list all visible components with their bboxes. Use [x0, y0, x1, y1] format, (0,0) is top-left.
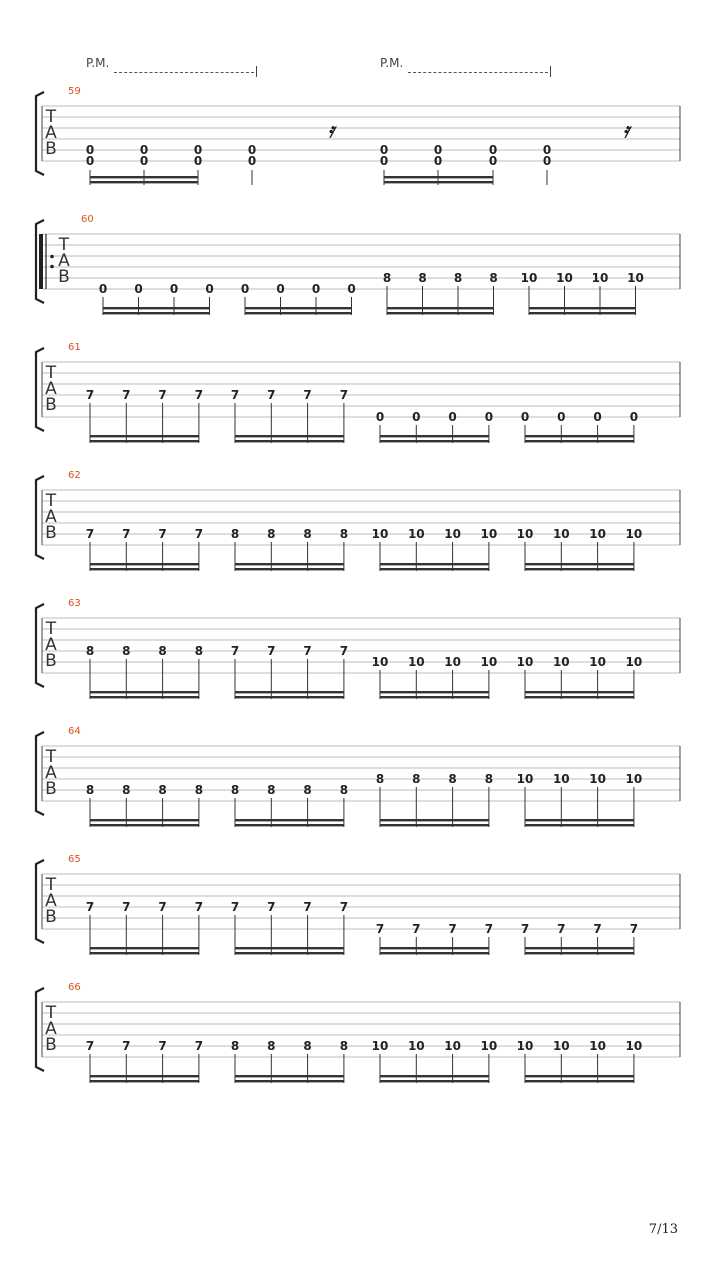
beam	[384, 176, 493, 178]
fret-number: 0	[379, 143, 389, 157]
fret-number: 8	[418, 271, 427, 285]
beam	[525, 435, 634, 437]
fret-number: 7	[267, 644, 276, 658]
fret-number: 10	[552, 527, 570, 541]
fret-number: 10	[371, 655, 389, 669]
beam	[235, 440, 344, 442]
system-bracket	[36, 348, 44, 431]
fret-number: 8	[412, 772, 421, 786]
fret-number: 8	[448, 772, 457, 786]
fret-number: 10	[371, 527, 389, 541]
fret-number: 8	[122, 644, 131, 658]
fret-number: 7	[412, 922, 421, 936]
fret-number: 7	[303, 388, 312, 402]
beam	[90, 1080, 199, 1082]
beam	[380, 435, 489, 437]
beam	[525, 696, 634, 698]
fret-number: 7	[629, 922, 639, 936]
fret-number: 8	[339, 1039, 349, 1053]
system-bracket	[36, 476, 44, 559]
beam	[235, 435, 344, 437]
beam	[90, 691, 199, 693]
fret-number: 8	[158, 783, 167, 797]
beam	[245, 307, 352, 309]
beam	[90, 952, 199, 954]
fret-number: 10	[480, 1039, 498, 1053]
beam	[525, 568, 634, 570]
beam	[235, 696, 344, 698]
fret-number: 0	[412, 410, 421, 424]
fret-number: 0	[375, 410, 385, 424]
tab-clef-letter: T	[45, 1003, 57, 1023]
beam	[525, 952, 634, 954]
fret-number: 10	[625, 527, 643, 541]
beam	[380, 691, 489, 693]
fret-number: 7	[557, 922, 566, 936]
tab-clef-letter: A	[58, 251, 70, 271]
beam	[103, 307, 210, 309]
fret-number: 10	[520, 271, 538, 285]
beam	[525, 824, 634, 826]
fret-number: 0	[134, 282, 143, 296]
measure-number: 66	[68, 982, 81, 993]
fret-number: 0	[311, 282, 321, 296]
tab-clef-letter: B	[45, 395, 57, 415]
fret-number: 0	[542, 143, 552, 157]
fret-number: 7	[194, 527, 204, 541]
fret-number: 0	[593, 410, 602, 424]
fret-number: 7	[303, 644, 312, 658]
beam	[235, 1080, 344, 1082]
fret-number: 0	[520, 410, 530, 424]
fret-number: 7	[85, 900, 95, 914]
fret-number: 10	[516, 1039, 534, 1053]
tab-clef-letter: A	[45, 635, 57, 655]
fret-number: 10	[625, 772, 643, 786]
fret-number: 10	[516, 772, 534, 786]
beam	[387, 312, 494, 314]
beam	[235, 824, 344, 826]
tab-clef-letter: B	[58, 267, 70, 287]
fret-number: 7	[122, 900, 131, 914]
measure-number: 61	[68, 342, 81, 353]
fret-number: 7	[593, 922, 602, 936]
staff-system	[36, 598, 680, 699]
beam	[380, 563, 489, 565]
fret-number: 0	[193, 143, 203, 157]
fret-number: 8	[267, 783, 276, 797]
beam	[380, 952, 489, 954]
measure-number: 63	[68, 598, 81, 609]
tab-clef-letter: B	[45, 907, 57, 927]
beam	[380, 1075, 489, 1077]
page-number: 7/13	[648, 1222, 678, 1237]
staff-system	[36, 982, 680, 1083]
beam	[380, 440, 489, 442]
beam	[235, 819, 344, 821]
fret-number: 8	[382, 271, 392, 285]
beam	[90, 181, 198, 183]
fret-number: 7	[158, 388, 167, 402]
fret-number: 0	[247, 143, 257, 157]
beam	[380, 824, 489, 826]
fret-number: 7	[339, 900, 349, 914]
tab-clef-letter: B	[45, 1035, 57, 1055]
beam	[90, 696, 199, 698]
fret-number: 7	[484, 922, 494, 936]
fret-number: 10	[516, 527, 534, 541]
fret-number: 8	[230, 1039, 240, 1053]
palm-mute-label: P.M.	[380, 56, 404, 70]
fret-number: 10	[407, 1039, 425, 1053]
measure-number: 59	[68, 86, 81, 97]
fret-number: 0	[448, 410, 457, 424]
system-bracket	[36, 604, 44, 687]
system-bracket	[36, 92, 44, 175]
fret-number: 0	[276, 282, 285, 296]
tab-clef-letter: T	[45, 107, 57, 127]
fret-number: 10	[444, 527, 461, 541]
fret-number: 8	[339, 527, 349, 541]
fret-number: 10	[552, 772, 570, 786]
beam	[90, 824, 199, 826]
tab-clef-letter: B	[45, 139, 57, 159]
fret-number: 0	[433, 143, 443, 157]
beam	[90, 435, 199, 437]
beam	[235, 568, 344, 570]
fret-number: 10	[589, 1039, 606, 1053]
system-bracket	[36, 988, 44, 1071]
fret-number: 10	[627, 271, 644, 285]
tab-clef-letter: B	[45, 651, 57, 671]
beam	[380, 819, 489, 821]
tab-clef-letter: A	[45, 507, 57, 527]
beam	[90, 440, 199, 442]
fret-number: 10	[516, 655, 534, 669]
tab-clef-letter: B	[45, 523, 57, 543]
fret-number: 7	[158, 1039, 167, 1053]
fret-number: 8	[303, 783, 312, 797]
fret-number: 10	[407, 527, 425, 541]
beam	[90, 563, 199, 565]
beam	[525, 440, 634, 442]
measure-number: 65	[68, 854, 81, 865]
tab-clef-letter: A	[45, 1019, 57, 1039]
beam	[380, 568, 489, 570]
fret-number: 7	[267, 900, 276, 914]
palm-mute-label: P.M.	[86, 56, 110, 70]
staff-system	[36, 470, 680, 571]
tab-clef-letter: A	[45, 379, 57, 399]
fret-number: 8	[453, 271, 463, 285]
fret-number: 8	[303, 1039, 312, 1053]
fret-number: 0	[433, 154, 443, 168]
fret-number: 7	[520, 922, 530, 936]
sixteenth-rest: 𝄿	[622, 118, 630, 142]
measure-number: 64	[68, 726, 81, 737]
fret-number: 0	[542, 154, 552, 168]
beam	[235, 691, 344, 693]
fret-number: 0	[379, 154, 389, 168]
fret-number: 8	[230, 527, 240, 541]
beam	[103, 312, 210, 314]
fret-number: 0	[557, 410, 566, 424]
beam	[387, 307, 494, 309]
tab-clef-letter: T	[45, 619, 57, 639]
beam	[380, 947, 489, 949]
fret-number: 10	[480, 655, 498, 669]
fret-number: 10	[589, 772, 606, 786]
beam	[90, 176, 198, 178]
fret-number: 10	[371, 1039, 389, 1053]
fret-number: 10	[591, 271, 609, 285]
beam	[380, 1080, 489, 1082]
beam	[525, 819, 634, 821]
fret-number: 0	[629, 410, 639, 424]
fret-number: 10	[556, 271, 573, 285]
tab-clef-letter: T	[45, 747, 57, 767]
fret-number: 0	[139, 154, 149, 168]
fret-number: 8	[303, 527, 312, 541]
fret-number: 0	[169, 282, 179, 296]
staff-system	[36, 854, 680, 955]
fret-number: 0	[484, 410, 494, 424]
tab-clef-letter: T	[45, 363, 57, 383]
fret-number: 0	[139, 143, 149, 157]
fret-number: 7	[122, 1039, 131, 1053]
beam	[525, 1080, 634, 1082]
beam	[90, 568, 199, 570]
fret-number: 10	[625, 1039, 643, 1053]
beam	[529, 307, 636, 309]
fret-number: 7	[158, 527, 167, 541]
fret-number: 7	[230, 644, 240, 658]
beam	[90, 819, 199, 821]
fret-number: 10	[589, 527, 606, 541]
fret-number: 10	[407, 655, 425, 669]
tab-clef-letter: B	[45, 779, 57, 799]
fret-number: 8	[122, 783, 131, 797]
tab-clef-letter: T	[45, 491, 57, 511]
fret-number: 0	[488, 154, 498, 168]
fret-number: 7	[339, 644, 349, 658]
fret-number: 7	[122, 527, 131, 541]
fret-number: 10	[625, 655, 643, 669]
system-bracket	[36, 732, 44, 815]
fret-number: 7	[158, 900, 167, 914]
fret-number: 7	[122, 388, 131, 402]
beam	[90, 947, 199, 949]
tab-clef-letter: T	[58, 235, 70, 255]
fret-number: 8	[375, 772, 385, 786]
fret-number: 10	[480, 527, 498, 541]
fret-number: 10	[589, 655, 606, 669]
beam	[384, 181, 493, 183]
beam	[90, 1075, 199, 1077]
fret-number: 8	[267, 1039, 276, 1053]
fret-number: 7	[375, 922, 385, 936]
fret-number: 8	[489, 271, 498, 285]
fret-number: 10	[552, 1039, 570, 1053]
beam	[525, 691, 634, 693]
fret-number: 0	[247, 154, 257, 168]
fret-number: 8	[484, 772, 494, 786]
fret-number: 7	[339, 388, 349, 402]
fret-number: 7	[230, 900, 240, 914]
fret-number: 0	[240, 282, 250, 296]
fret-number: 0	[488, 143, 498, 157]
fret-number: 0	[193, 154, 203, 168]
fret-number: 7	[194, 1039, 204, 1053]
fret-number: 7	[303, 900, 312, 914]
fret-number: 0	[347, 282, 356, 296]
measure-number: 60	[81, 214, 94, 225]
fret-number: 7	[267, 388, 276, 402]
repeat-thick-bar	[39, 234, 43, 289]
beam	[235, 952, 344, 954]
fret-number: 0	[205, 282, 214, 296]
fret-number: 10	[444, 655, 461, 669]
fret-number: 8	[267, 527, 276, 541]
repeat-dot	[50, 265, 54, 269]
tab-clef-letter: A	[45, 763, 57, 783]
fret-number: 8	[230, 783, 240, 797]
fret-number: 7	[230, 388, 240, 402]
fret-number: 10	[444, 1039, 461, 1053]
fret-number: 7	[448, 922, 457, 936]
fret-number: 8	[85, 783, 95, 797]
repeat-dot	[50, 255, 54, 259]
staff-system	[36, 214, 680, 315]
sixteenth-rest: 𝄿	[327, 118, 335, 142]
beam	[245, 312, 352, 314]
fret-number: 8	[158, 644, 167, 658]
beam	[235, 947, 344, 949]
beam	[235, 563, 344, 565]
fret-number: 7	[85, 388, 95, 402]
staff-system	[36, 726, 680, 827]
fret-number: 7	[194, 388, 204, 402]
beam	[235, 1075, 344, 1077]
tab-clef-letter: T	[45, 875, 57, 895]
fret-number: 8	[85, 644, 95, 658]
fret-number: 10	[552, 655, 570, 669]
fret-number: 0	[98, 282, 108, 296]
system-bracket	[36, 860, 44, 943]
beam	[525, 947, 634, 949]
fret-number: 8	[194, 783, 204, 797]
tab-clef-letter: A	[45, 891, 57, 911]
beam	[525, 1075, 634, 1077]
beam	[380, 696, 489, 698]
fret-number: 7	[85, 527, 95, 541]
beam	[529, 312, 636, 314]
fret-number: 8	[194, 644, 204, 658]
tab-clef-letter: A	[45, 123, 57, 143]
fret-number: 0	[85, 143, 95, 157]
fret-number: 7	[194, 900, 204, 914]
measure-number: 62	[68, 470, 81, 481]
staff-system	[36, 86, 680, 185]
fret-number: 8	[339, 783, 349, 797]
fret-number: 0	[85, 154, 95, 168]
fret-number: 7	[85, 1039, 95, 1053]
staff-system	[36, 342, 680, 443]
beam	[525, 563, 634, 565]
